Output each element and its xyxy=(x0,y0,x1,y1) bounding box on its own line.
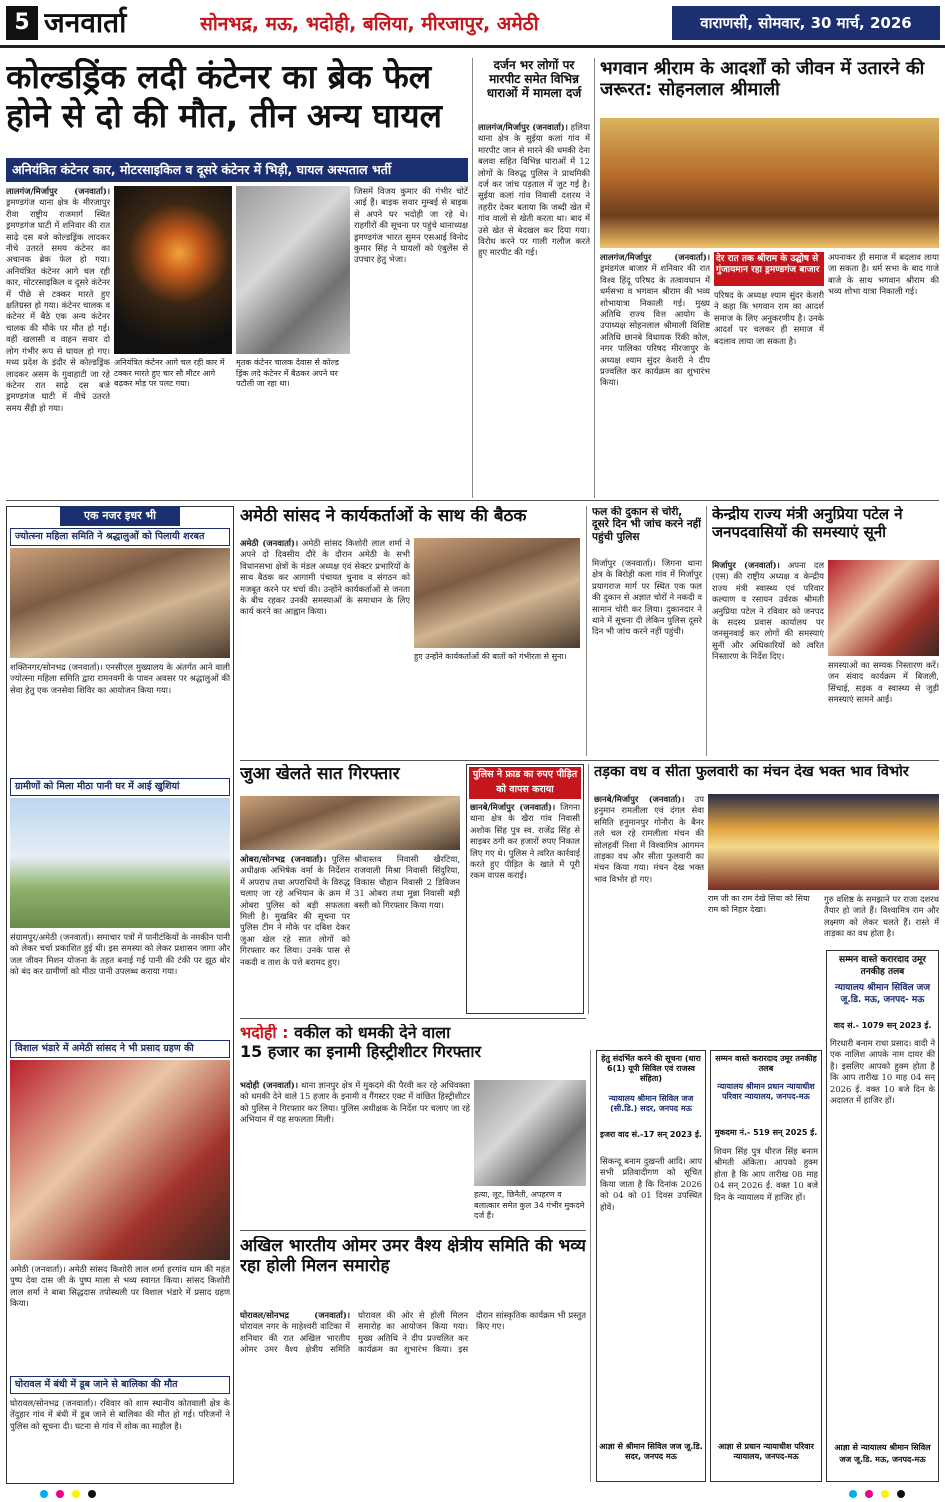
side-item4-title: घोरावल में बंधी में डूब जाने से बालिका की मौत xyxy=(10,1376,230,1394)
amethi-photo xyxy=(414,538,580,648)
section-rule xyxy=(240,1018,586,1019)
amethi-body xyxy=(240,538,410,758)
notice2-title: सम्मन वास्ते करारदाद उमूर तनकीह तलब xyxy=(838,955,926,977)
lead-headline xyxy=(6,58,468,158)
minister-body-2: समस्याओं का सम्यक निस्तारण करें। जन संवाद कार्यक्रम में बिजली, सिंचाई, सड़क व स्वास्थ्य से जुड़ी समस्याएं सामने आईं। xyxy=(828,660,939,705)
bhadohi-dateline: भदोही (जनवार्ता)। xyxy=(240,1080,299,1090)
lead-caption-left: अनियंत्रित कंटेनर आगे चल रही कार में टक्कर मारते हुए चार सौ मीटर आगे बढ़कर मोड़ पर पलट गया। xyxy=(114,358,225,388)
ramstory-headline: भगवान श्रीराम के आदर्शों को जीवन में उतारने की जरूरत: सोहनलाल श्रीमाली xyxy=(600,58,925,101)
heir-body: सिकन्दू बनाम दुखन्ती आदि। आप सभी प्रतिवादीगण को सूचित किया जाता है कि दिनांक 2026 को 04 को 01 दिवस उपस्थित होवें। xyxy=(600,1156,702,1212)
minister-body-text: अपना दल (एस) की राष्ट्रीय अध्यक्ष व केन्द्रीय राज्य मंत्री स्वास्थ्य एवं परिवार कल्याण व रसायन उर्वरक श्रीमती अनुप्रिया पटेल ने रविवार को जनपद के सदस्य प्रवास कार्यालय पर जनसुनवाई कर लोगों की समस्याएं सुनीं और अधिकारियों को त्वरित निस्तारण के निर्देश दिए। xyxy=(712,560,824,662)
print-registration-strip xyxy=(0,1486,945,1502)
col2-dateline: लालगंज/मिर्जापुर (जनवार्ता)। xyxy=(478,122,568,132)
heir-sign: आज्ञा से श्रीमान सिविल जज जू.डि. सदर, जनपद मऊ xyxy=(599,1442,703,1461)
notice2-body: गिरधारी बनाम राधा प्रसाद। वादी ने एक नालिश आपके नाम दायर की है। इसलिए आपको हुक्म होता है कि आप तारीख 10 माह 04 सन् 2026 ई. वक्त 10 बजे दिन के अदालत में हाजिर हों। xyxy=(830,1038,935,1106)
bhadohi-prefix: भदोही : xyxy=(240,1024,289,1042)
notice3-body: शिवम सिंह पुत्र धीरज सिंह बनाम श्रीमती अंकिता। आपको हुक्म होता है कि आप तारीख 08 माह 04 सन् 2026 ई. वक्त 10 बजे दिन के न्यायालय में हाजिर हों। xyxy=(714,1146,818,1202)
bhadohi-headline-a: वकील को धमकी देने वाला xyxy=(294,1024,451,1042)
heir-title: हेतु संदर्भित करने की सूचना (धारा 6(1) यूपी सिविल एवं राजस्व संहिता) xyxy=(601,1054,701,1083)
theft-body: मिर्जापुर (जनवार्ता)। जिगना थाना क्षेत्र के बिरोही कला गांव में मिर्जापुर प्रयागराज मार्ग पर स्थित एक फल की दुकान से अज्ञात चोरों ने नकदी व सामान चोरी कर लिया। दुकानदार ने थाने में सूचना दी लेकिन पुलिस दूसरे दिन भी जांच करने नहीं पहुंची। xyxy=(592,558,702,637)
gambling-headline: जुआ खेलते सात गिरफ्तार xyxy=(240,764,400,784)
column-rule xyxy=(586,506,587,756)
notice3-title: सम्मन वास्ते करारदाद उमूर तनकीह तलब xyxy=(715,1054,817,1073)
col2-body-text: हलिया थाना क्षेत्र के सुईया कलां गांव में मारपीट जान से मारने की धमकी देना बलवा सहित विभिन्न धाराओं में 12 लोगों के विरुद्ध पुलिस ने प्राथमिकी दर्ज कर जांच पड़ताल में जुट गई है। सुईया कलां गांव निवासी दशरथ ने तहरीर देकर बताया कि जब्दी खेत में गांव वालों से खेती करता था। बाद में उसे खेत से बेदखल कर दिया गया। विरोध करने पर गाली गलौज करते हुए मारपीट की गई। xyxy=(478,122,590,258)
paper-name: जनवार्ता xyxy=(44,6,127,39)
side-item1-title: ज्योत्स्ना महिला समिति ने श्रद्धालुओं को पिलायी शरबत xyxy=(10,528,230,546)
omar-body xyxy=(240,1310,586,1482)
districts-strip: सोनभद्र, मऊ, भदोही, बलिया, मीरजापुर, अमेठी xyxy=(200,13,539,35)
ramleela-caption: राम जी का राम देखे सिया को सिया राम को निहार देखा। xyxy=(708,894,810,914)
bhadohi-caption: हत्या, लूट, छिनैती, अपहरण व बलात्कार समेत कुल 34 गंभीर मुकदमे दर्ज हैं। xyxy=(474,1190,585,1220)
fraud-body-text: जिगना थाना क्षेत्र के खैरा गांव निवासी अशोक सिंह पुत्र स्व. राजेंद्र सिंह से साइबर ठगी कर हजारों रुपए निकाल लिए गए थे। पुलिस ने त्वरित कार्रवाई करते हुए पीड़ित के खाते में पूरी रकम वापस कराई। xyxy=(470,802,580,881)
lead-body xyxy=(6,186,110,506)
column-rule xyxy=(594,58,595,498)
edition-dateline: वाराणसी, सोमवार, 30 मार्च, 2026 xyxy=(672,6,940,40)
lead-body-text: ड्रमण्डगंज थाना क्षेत्र के मीरजापुर रीवा राष्ट्रीय राजमार्ग स्थित ड्रमण्डगंज घाटी में शनिवार की रात साढ़े दस बजे कोल्डड्रिंक लादकर नीचे उतरते समय कंटेनर का अचानक ब्रेक फेल हो गया। अनियंत्रित कंटेनर आगे चल रही कार, मोटरसाइकिल व दूसरे कंटेनर में पीछे से टक्कर मारते हुए क्षतिग्रस्त हो गया। कंटेनर चालक व कंटेनर में बैठे एक अन्य कंटेनर चालक की मौके पर मौत हो गई। वहीं खलासी व वाहन सवार दो लोग गंभीर रूप से घायल हो गए। मध्य प्रदेश के इंदौर से कोल्डड्रिंक लादकर असम के गुवाहाटी जा रहे कंटेनर रात साढ़े दस बजे ड्रमण्डगंज घाटी में नीचे उतरते समय सैंड़ी हो गया। xyxy=(6,197,110,413)
registration-dot-yellow xyxy=(72,1490,80,1498)
bhadohi-headline xyxy=(240,1024,586,1076)
fraud-headline: पुलिस ने फ्राड का रुपए पीड़ित को वापस कराया xyxy=(469,767,581,799)
ramstory-body-2: परिषद के अध्यक्ष श्याम सुंदर केशरी ने कहा कि भगवान राम का आदर्श समाज के लिए अनुकरणीय है। उनके आदर्श पर चलकर ही समाज में बदलाव लाया जा सकता है। xyxy=(714,290,824,346)
minister-headline: केन्द्रीय राज्य मंत्री अनुप्रिया पटेल ने जनपदवासियों की समस्याएं सूनी xyxy=(712,506,903,541)
lead-strap: अनियंत्रित कंटेनर कार, मोटरसाइकिल व दूसरे कंटेनर में भिड़ी, घायल अस्पताल भर्ती xyxy=(6,158,468,182)
minister-dateline: मिर्जापुर (जनवार्ता)। xyxy=(712,560,780,570)
lead-body-2: जिसमें विजय कुमार की गंभीर चोटें आई हैं। बाइक सवार मुम्बई से बाइक से अपने घर भदोही जा रहे थे। राहगीरों की सूचना पर पहुंचे थानाध्यक्ष ड्रमण्डगंज भारत सुमन एसआई विनोद कुमार सिंह ने घायलों को एंबुलेंस से उपचार हेतु भेजा। xyxy=(354,186,468,265)
notice2-court: न्यायालय श्रीमान सिविल जज जू.डि. मऊ, जनपद- मऊ xyxy=(834,983,931,1005)
amethi-headline: अमेठी सांसद ने कार्यकर्ताओं के साथ की बैठक xyxy=(240,506,527,526)
ramleela-headline: तड़का वध व सीता फुलवारी का मंचन देख भक्त भाव विभोर xyxy=(594,764,909,780)
lead-headline-line1: कोल्डड्रिंक लदी कंटेनर का ब्रेक फेल xyxy=(6,58,432,96)
fraud-body xyxy=(470,802,580,1010)
registration-dot-black xyxy=(897,1490,905,1498)
ramstory-tag: देर रात तक श्रीराम के उद्घोष से गुंजायमान रहा ड्रमण्डगंज बाजार xyxy=(714,252,824,286)
gambling-body-2: श्रीवास्तव निवासी खैरटिया, राजवाली मिश्रा निवासी सिंदुरिया, विकास चौहान निवासी 2 डिविजन 31 ओबरा तथा मुन्ना निवासी बड़ी बस्ती को गिरफ्तार किया गया। xyxy=(354,854,460,910)
side-item1-body: शक्तिनगर/सोनभद्र (जनवार्ता)। एनसीएल मुख्यालय के अंतर्गत आने वाली ज्योत्स्ना महिला समिति द्वारा रामनवमी के पावन अवसर पर श्रद्धालुओं की सेवा हेतु एक जनसेवा शिविर का आयोजन किया गया। xyxy=(10,662,230,695)
amethi-body-text: अमेठी सांसद किशोरी लाल शर्मा ने अपने दो दिवसीय दौरे के दौरान अमेठी के सभी विधानसभा क्षेत्रों के मंडल अध्यक्ष एवं सेक्टर प्रभारियों के साथ बैठक कर आगामी पंचायत चुनाव व संगठन को मजबूत करने पर चर्चा की। उन्होंने कार्यकर्ताओं से जनता के बीच रहकर उनकी समस्याओं के समाधान के लिए कार्य करने का आह्वान किया। xyxy=(240,538,410,617)
section-rule xyxy=(6,500,939,501)
lead-photo-driver xyxy=(236,186,350,354)
amethi-caption: हुए उन्होंने कार्यकर्ताओं की बातों को गंभीरता से सुना। xyxy=(414,652,567,661)
column-rule xyxy=(588,764,589,1014)
ramstory-body xyxy=(600,252,710,498)
col2-headline: दर्जन भर लोगों पर मारपीट समेत विभिन्न धाराओं में मामला दर्ज xyxy=(486,58,582,101)
side-item1-photo xyxy=(10,548,230,658)
lead-photo-container xyxy=(114,186,232,354)
ramleela-dateline: छानबे/मिर्जापुर (जनवार्ता)। xyxy=(594,794,685,804)
lead-dateline: लालगंज/मिर्जापुर (जनवार्ता)। xyxy=(6,186,110,196)
registration-dot-yellow xyxy=(881,1490,889,1498)
lead-headline-line2: होने से दो की मौत, तीन अन्य घायल xyxy=(6,95,443,135)
side-item3-body: अमेठी (जनवार्ता)। अमेठी सांसद किशोरी लाल शर्मा हरगांव धाम की महंत पुष्प देवा दास जी के पुष्प माला से भव्य स्वागत किया। सांसद किशोरी लाल शर्मा ने बाबा सिद्धदास तपोस्थली पर विशाल भंडारे में प्रसाद ग्रहण किया। xyxy=(10,1264,230,1309)
minister-body xyxy=(712,560,824,756)
side-item4-body: घोरावल/सोनभद्र (जनवार्ता)। रविवार को शाम स्थानीय कोतवाली क्षेत्र के तेंदुहार गांव में बंधी में डूब जाने से बालिका की मौत हो गई। परिजनों ने पुलिस को सूचना दी। घटना से गांव में शोक का माहौल है। xyxy=(10,1398,230,1431)
notice2-case: वाद सं.- 1079 सन् 2023 ई. xyxy=(833,1021,932,1030)
lead-caption-right: मृतक कंटेनर चालक देवास से कोल्ड ड्रिंक लदे कंटेनर में बैठकर अपने घर पटौली जा रहा था। xyxy=(236,358,339,388)
gambling-body-text: पुलिस अधीक्षक अभिषेक वर्मा के निर्देशन में अपराध तथा अपराधियों के विरुद्ध चलाए जा रहे अभियान के क्रम में ओबरा पुलिस को बड़ी सफलता मिली है। मुखबिर की सूचना पर पुलिस टीम ने मौके पर दबिश देकर जुआ खेल रहे सात लोगों को गिरफ्तार कर लिया। उनके पास से नकदी व ताश के पत्ते बरामद हुए। xyxy=(240,854,350,967)
notice3-case: मुकदमा नं.- 519 सन् 2025 ई. xyxy=(714,1128,818,1137)
registration-dot-cyan xyxy=(849,1490,857,1498)
ramstory-photo xyxy=(600,118,939,248)
notice2-sign: आज्ञा से न्यायालय श्रीमान सिविल जज जू.डि. मऊ, जनपद-मऊ xyxy=(834,1443,931,1464)
ramstory-dateline: लालगंज/मिर्जापुर (जनवार्ता)। xyxy=(600,252,710,262)
gambling-photo xyxy=(240,796,460,850)
gambling-dateline: ओबरा/सोनभद्र (जनवार्ता)। xyxy=(240,854,327,864)
column-rule xyxy=(472,58,473,498)
ramleela-body-text: उप हनुमान रामलीला एवं दंगल सेवा समिति हनुमानपुर गोनौरा के बैनर तले चल रहे रामलीला मंचन की सोलहवीं निशा में विश्वामित्र आगमन ताड़का वध और सीता फुलवारी का मंचन किया गया। मंचन देख भक्त भाव विभोर हो गए। xyxy=(594,794,704,884)
heir-court: न्यायालय श्रीमान सिविल जज (सी.डि.) सदर, जनपद मऊ xyxy=(608,1094,694,1113)
omar-dateline: घोरावल/सोनभद्र (जनवार्ता)। xyxy=(240,1310,350,1320)
side-item2-body: संग्रामपुर/अमेठी (जनवार्ता)। समाचार पत्रों में पानीटंकियों के नमकीन पानी को लेकर चर्चा प्रकाशित हुई थी। इस समस्या को लेकर प्रशासन जागा और जल जीवन मिशन योजना के तहत बनाई गई पानी की टंकी पर झूठ बोर को बंद कर ग्रामीणों को मीठा पानी उपलब्ध कराया गया। xyxy=(10,932,230,977)
theft-headline: फल की दुकान से चोरी, दूसरे दिन भी जांच करने नहीं पहुंची पुलिस xyxy=(592,506,701,543)
ramleela-body-2: गुरु वशिष्ठ के समझाने पर राजा दशरथ तैयार हो जाते हैं। विश्वामित्र राम और लक्ष्मण को लेकर चलते हैं। रास्ते में ताड़का का वध होता है। xyxy=(824,894,939,939)
omar-body-text: घोरावल नगर के माहेश्वरी वाटिका में शनिवार की रात अखिल भारतीय ओमर उमर वैश्य क्षेत्रीय समिति घोरावल की ओर से होली मिलन समारोह का आयोजन किया गया। मुख्य अतिथि ने दीप प्रज्वलित कर कार्यक्रम का शुभारंभ किया। इस दौरान सांस्कृतिक कार्यक्रम भी प्रस्तुत किए गए। xyxy=(240,1310,586,1355)
masthead xyxy=(0,0,945,48)
bhadohi-photo xyxy=(474,1080,586,1186)
bhadohi-headline-b: 15 हजार का इनामी हिस्ट्रीशीटर गिरफ्तार xyxy=(240,1041,482,1061)
registration-dot-magenta xyxy=(865,1490,873,1498)
col2-body xyxy=(478,122,590,498)
section-rule xyxy=(240,760,939,761)
heir-case: इजरा वाद सं.-17 सन् 2023 ई. xyxy=(600,1130,702,1139)
bhadohi-body-text: थाना ज्ञानपुर क्षेत्र में मुकदमे की पैरवी कर रहे अधिवक्ता को धमकी देने वाले 15 हजार के इनामी व गैंगस्टर एक्ट में वांछित हिस्ट्रीशीटर को पुलिस ने गिरफ्तार कर लिया। पुलिस अधीक्षक के निर्देश पर चलाए जा रहे अभियान में यह सफलता मिली। xyxy=(240,1080,470,1125)
side-item2-photo xyxy=(10,798,230,928)
registration-dot-magenta xyxy=(56,1490,64,1498)
bhadohi-body xyxy=(240,1080,470,1226)
fraud-dateline: छानबे/मिर्जापुर (जनवार्ता)। xyxy=(470,802,556,812)
column-rule xyxy=(706,506,707,756)
ramleela-photo xyxy=(708,794,939,890)
registration-dot-black xyxy=(88,1490,96,1498)
notice3-court: न्यायालय श्रीमान प्रधान न्यायाधीश परिवार न्यायालय, जनपद-मऊ xyxy=(717,1082,815,1101)
side-item3-title: विशाल भंडारे में अमेठी सांसद ने भी प्रसाद ग्रहण की xyxy=(10,1040,230,1058)
amethi-dateline: अमेठी (जनवार्ता)। xyxy=(240,538,299,548)
notice3-sign: आज्ञा से प्रधान न्यायाधीश परिवार न्यायालय, जनपद-मऊ xyxy=(718,1442,814,1461)
omar-headline: अखिल भारतीय ओमर उमर वैश्य क्षेत्रीय समिति की भव्य रहा होली मिलन समारोह xyxy=(240,1236,586,1277)
section-rule xyxy=(240,1230,586,1231)
column-rule xyxy=(590,1050,591,1482)
ramstory-body-text: ड्रमंडगंज बाजार में शनिवार की रात विश्व हिंदू परिषद के तत्वावधान में धर्मसभा व भगवान श्रीराम की भव्य शोभायात्रा निकाली गई। मुख्य अतिथि राज्य वित्त आयोग के उपाध्यक्ष सोहनलाल श्रीमाली विशिष्ट अतिथि छानबे विधायक रिंकी कोल, नगर पालिका परिषद मीरजापुर के अध्यक्ष श्याम सुंदर केशरी ने दीप प्रज्वलित कर कार्यक्रम का शुभारंभ किया। xyxy=(600,263,710,388)
page-number: 5 xyxy=(6,6,38,40)
gambling-body xyxy=(240,854,350,1014)
side-item3-photo xyxy=(10,1060,230,1260)
ramstory-body-3: अपनाकर ही समाज में बदलाव लाया जा सकता है। धर्म सभा के बाद गाजे बाजे के साथ भगवान श्रीराम की भव्य शोभा यात्रा निकाली गई। xyxy=(828,252,939,297)
minister-photo xyxy=(828,560,939,656)
side-item2-title: ग्रामीणों को मिला मीठा पानी घर में आई खुशियां xyxy=(10,778,230,796)
ramleela-body xyxy=(594,794,704,1046)
side-box-title: एक नजर इधर भी xyxy=(60,506,180,526)
registration-dot-cyan xyxy=(40,1490,48,1498)
